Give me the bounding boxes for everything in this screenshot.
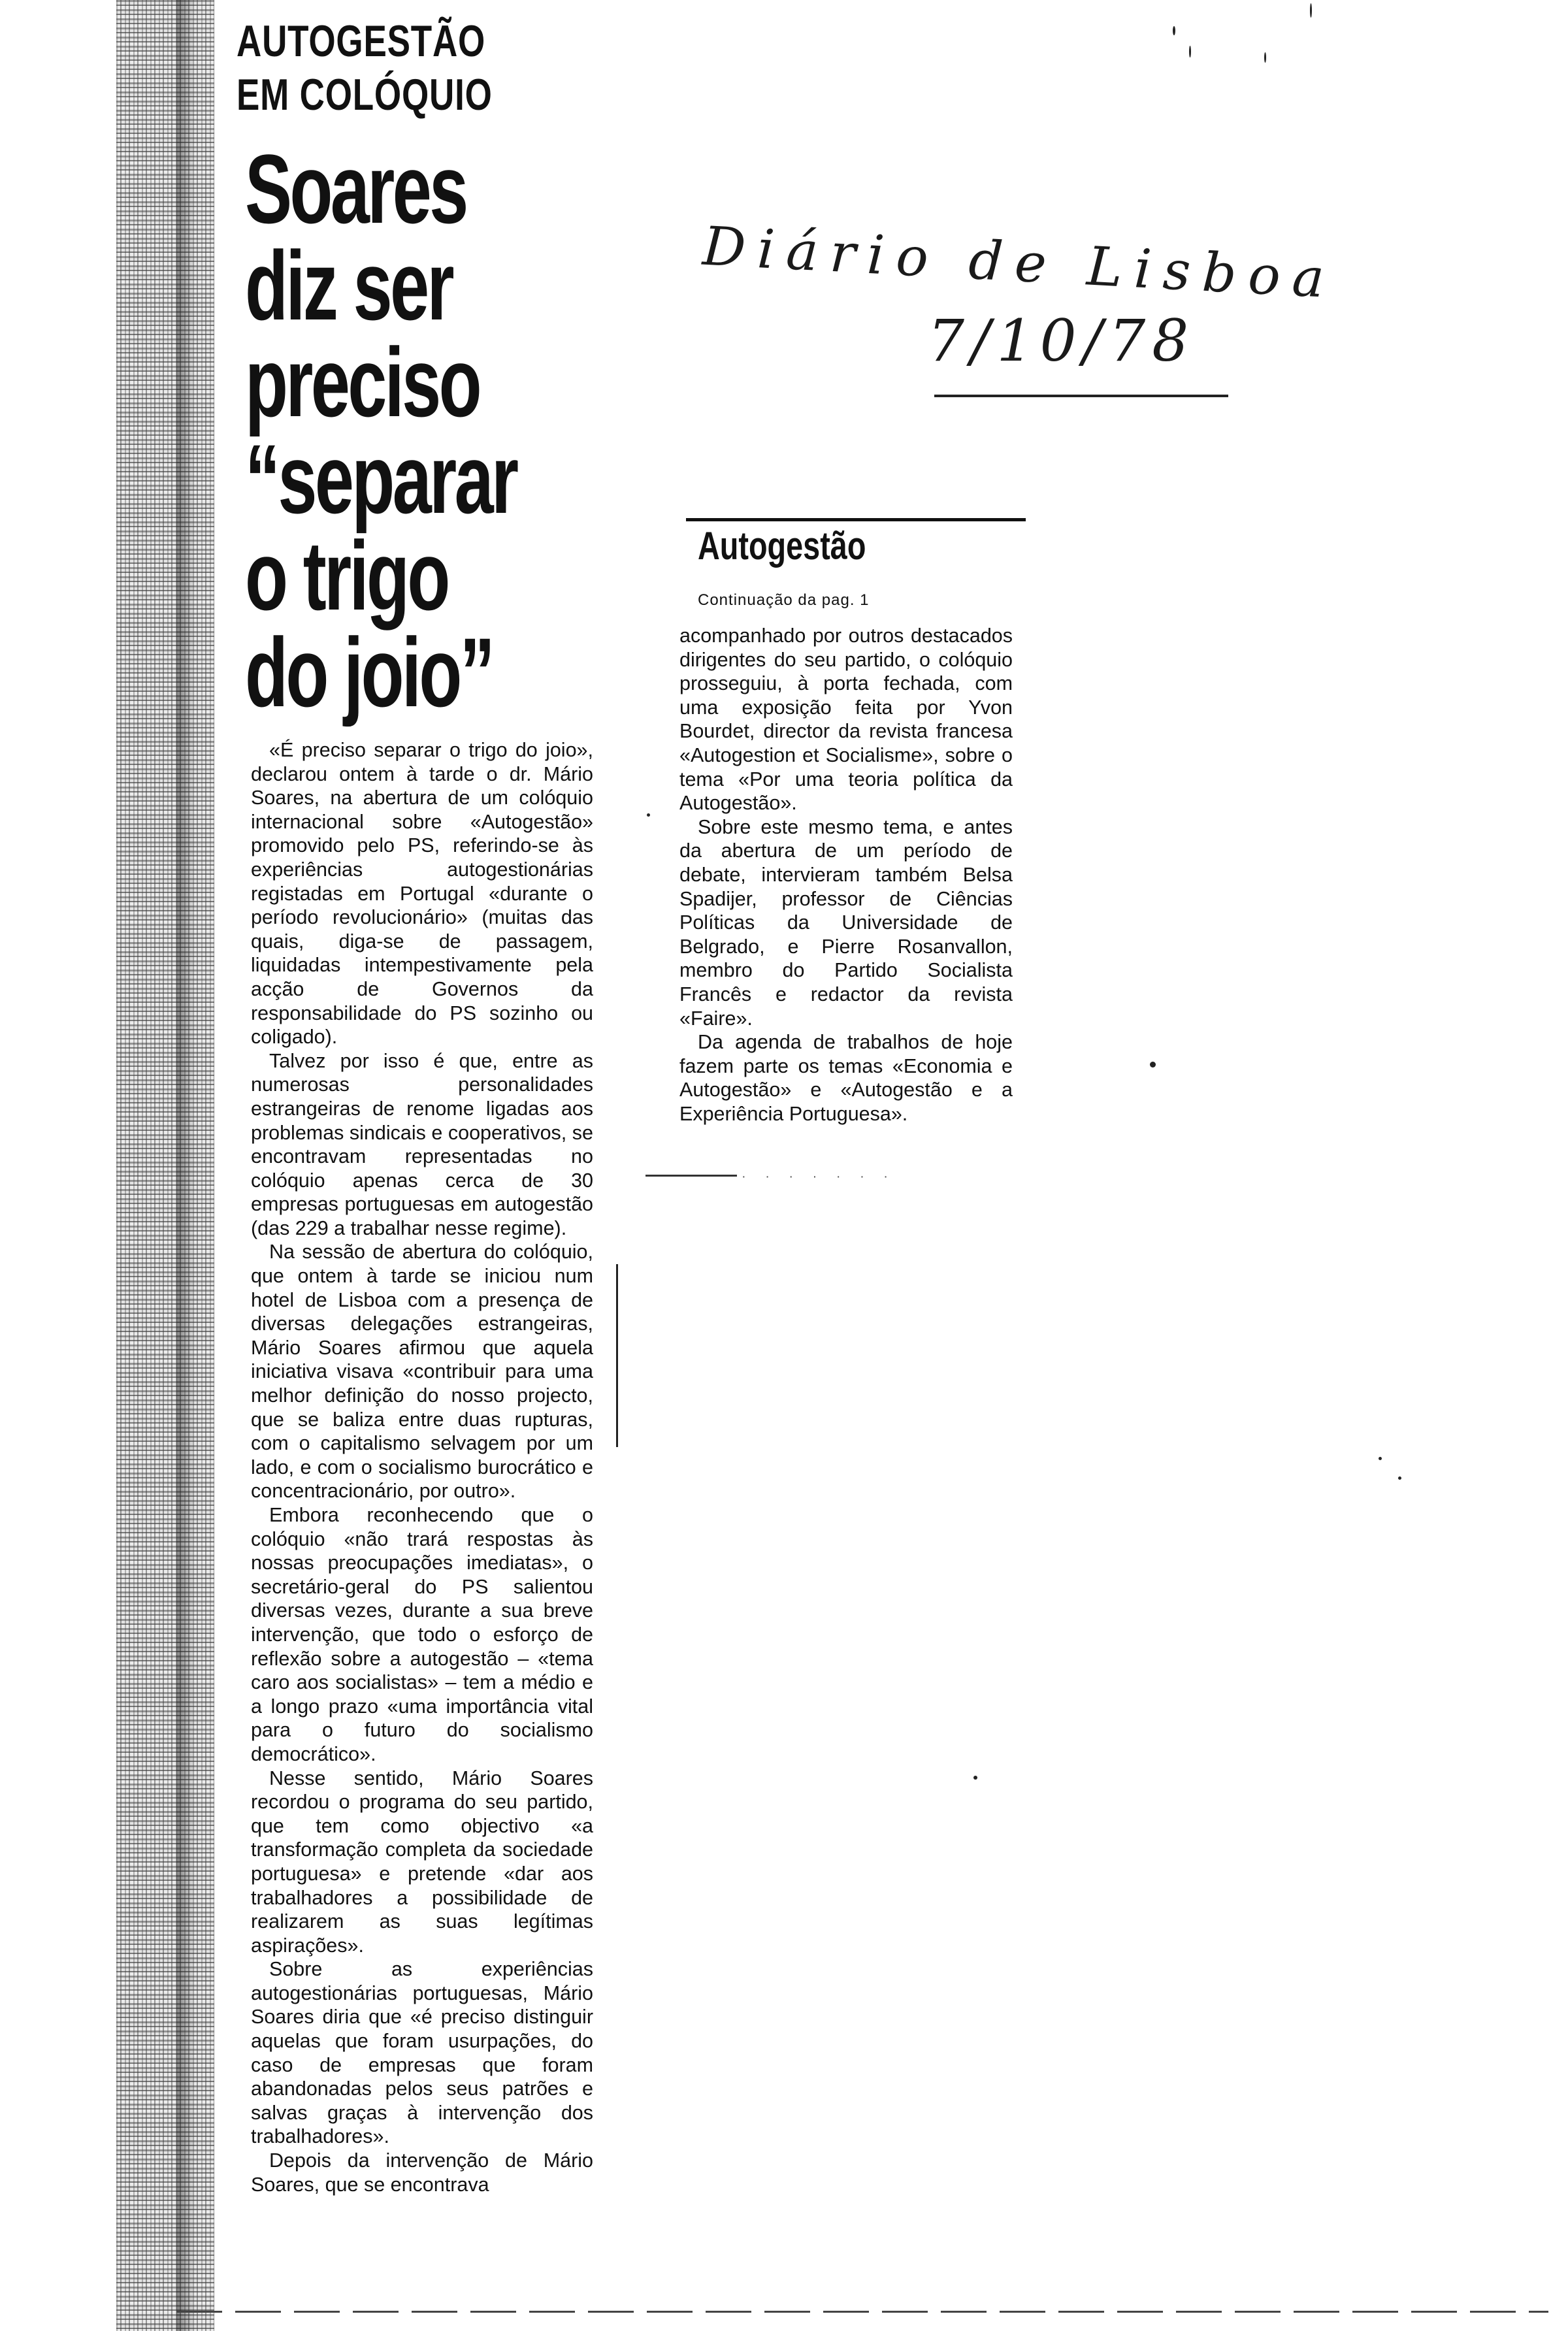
- article-body-right: [679, 624, 1013, 1126]
- scan-speck: [1189, 46, 1191, 57]
- headline-line-4: “separar: [245, 424, 517, 534]
- scan-speck: [1379, 1457, 1382, 1460]
- headline-line-6: do joio”: [245, 617, 493, 727]
- kicker-line-2: EM COLÓQUIO: [237, 70, 493, 120]
- paragraph: Talvez por isso é que, entre as numerosas personalidades estrangeiras de renome ligadas aos problemas sindicais e cooperativos, se encontravam representadas no colóquio apenas cerca de 30 empresas portuguesas em autogestão (das 229 a trabalhar nesse regime).: [251, 1049, 593, 1239]
- headline-line-3: preciso: [245, 327, 480, 437]
- scan-shadow: [176, 0, 196, 2331]
- scan-speck: [647, 813, 650, 817]
- section-rule: [686, 518, 1026, 521]
- paragraph: Depois da intervenção de Mário Soares, que se encontrava: [251, 2149, 593, 2196]
- scan-torn-edge: [116, 0, 214, 2331]
- continuation-title: Autogestão: [698, 524, 866, 568]
- paragraph: acompanhado por outros destacados dirigentes do seu partido, o colóquio prosseguiu, à porta fechada, com uma exposição feita por Yvon Bourdet, director da revista francesa «Autogestion et Socialisme», sobre o tema «Por uma teoria política da Autogestão».: [679, 625, 1013, 815]
- continuation-note: Continuação da pag. 1: [698, 591, 870, 609]
- paragraph: «É preciso separar o trigo do joio», declarou ontem à tarde o dr. Mário Soares, na abertura de um colóquio internacional sobre «Autogestão» promovido pelo PS, referindo-se às experiências autogestionárias registadas em Portugal «durante o período revolucionário» (muitas das quais, diga-se de passagem, liquidadas intempestivamente pela acção de Governos da responsabilidade do PS sozinho ou coligado).: [251, 739, 593, 1049]
- scan-speck: [1264, 52, 1266, 63]
- kicker: [237, 14, 493, 122]
- column-divider: [616, 1264, 618, 1447]
- headline-line-1: Soares: [245, 134, 466, 244]
- scan-speck: [1310, 3, 1312, 18]
- scan-speck: [973, 1776, 977, 1780]
- scan-speck: [1150, 1062, 1156, 1068]
- paragraph: Nesse sentido, Mário Soares recordou o programa do seu partido, que tem como objectivo «a transformação completa da sociedade portuguesa» e pretende «dar aos trabalhadores a possibilidade de realizarem as suas legítimas aspirações».: [251, 1767, 593, 1957]
- handwritten-source: Diário de Lisboa: [701, 215, 1338, 311]
- kicker-line-1: AUTOGESTÃO: [237, 16, 486, 66]
- handwritten-underline: [934, 395, 1228, 397]
- paragraph: Sobre este mesmo tema, e antes da abertura de um período de debate, intervieram também Belsa Spadijer, professor de Ciências Políticas da Universidade de Belgrado, e Pierre Rosanvallon, membro do Partido Socialista Francês e redactor da revista «Faire».: [679, 815, 1013, 1030]
- headline-line-2: diz ser: [245, 231, 452, 340]
- scan-speck: [1398, 1476, 1401, 1480]
- headline-line-5: o trigo: [245, 521, 448, 630]
- handwritten-date: 7/10/78: [928, 307, 1196, 374]
- headline: [245, 134, 517, 727]
- bottom-rule: [176, 2311, 1548, 2313]
- article-end-rule: [645, 1175, 737, 1177]
- article-body-left: [251, 738, 593, 2196]
- scan-speck: [1173, 26, 1175, 35]
- paragraph: Embora reconhecendo que o colóquio «não trará respostas às nossas preocupações imediatas», o secretário-geral do PS salientou diversas vezes, durante a sua breve intervenção, que todo o esforço de reflexão sobre a autogestão – «tema caro aos socialistas» – tem a médio e a longo prazo «uma importância vital para o futuro do socialismo democrático».: [251, 1504, 593, 1765]
- paragraph: Na sessão de abertura do colóquio, que ontem à tarde se iniciou num hotel de Lisboa com a presença de diversas delegações estrangeiras, Mário Soares afirmou que aquela iniciativa visava «contribuir para uma melhor definição do nosso projecto, que se baliza entre duas rupturas, com o capitalismo selvagem por um lado, e com o socialismo burocrático e concentracionário, por outro».: [251, 1241, 593, 1503]
- article-end-dots: · · · · · · ·: [742, 1169, 896, 1184]
- paragraph: Da agenda de trabalhos de hoje fazem parte os temas «Economia e Autogestão» e «Autogestão e a Experiência Portuguesa».: [679, 1031, 1013, 1125]
- paragraph: Sobre as experiências autogestionárias portuguesas, Mário Soares diria que «é preciso distinguir aquelas que foram usurpações, do caso de empresas que foram abandonadas pelos seus patrões e salvas graças à intervenção dos trabalhadores».: [251, 1958, 593, 2148]
